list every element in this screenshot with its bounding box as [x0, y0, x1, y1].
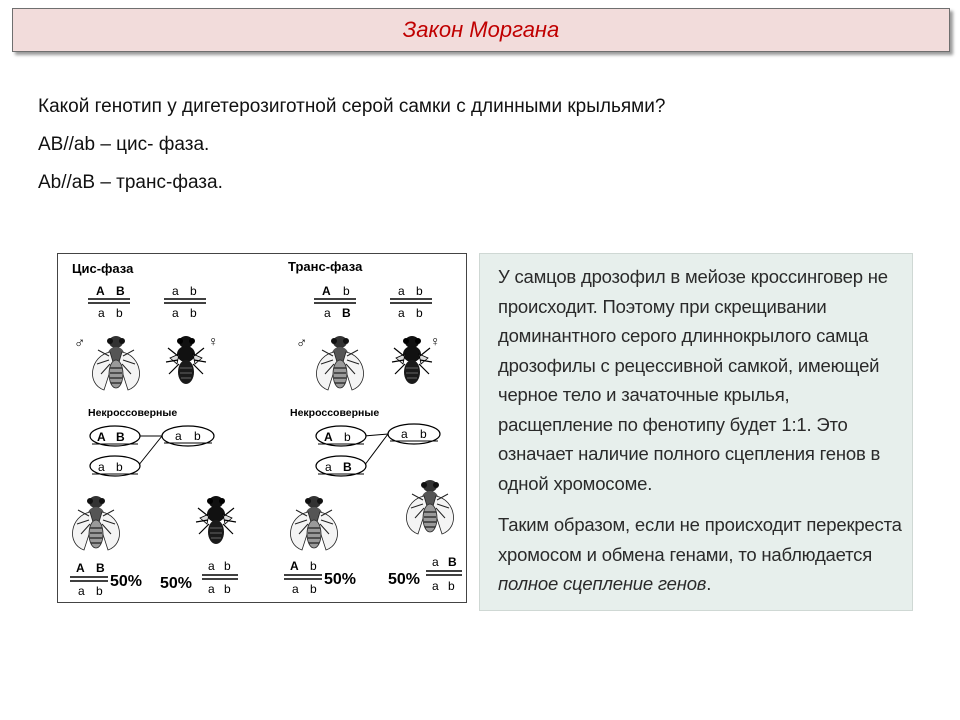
svg-text:b: b — [96, 584, 103, 598]
svg-text:A: A — [97, 430, 106, 444]
svg-text:b: b — [116, 306, 123, 320]
explanation-paragraph: У самцов дрозофил в мейозе кроссинговер не происходит. Поэтому при скрещивании доминантного серого длиннокрылого самца дрозофилы с рецессивной самкой, имеющей черное тело и зачаточные крылья, расщепление по фенотипу будет 1:1. Это означает наличие полного сцепления генов в одной хромосоме. — [498, 266, 888, 494]
svg-text:b: b — [420, 427, 427, 441]
chromosome-pair — [164, 284, 206, 320]
offspring-genotype — [388, 555, 462, 593]
svg-text:a: a — [172, 284, 179, 298]
svg-text:a: a — [401, 427, 408, 441]
chromosome-pair — [390, 284, 432, 320]
offspring-genotype — [70, 561, 142, 598]
svg-text:B: B — [448, 555, 457, 569]
svg-text:b: b — [416, 306, 423, 320]
svg-text:a: a — [398, 284, 405, 298]
cis-phase-text: AB//ab – цис- фаза. — [38, 134, 210, 155]
slide-title: Закон Моргана — [402, 17, 560, 42]
svg-text:b: b — [224, 559, 231, 573]
svg-text:a: a — [432, 555, 439, 569]
svg-text:a: a — [78, 584, 85, 598]
svg-text:A: A — [324, 430, 333, 444]
title-bar — [12, 8, 950, 52]
chromosome-pair — [314, 284, 356, 320]
female-symbol: ♀ — [430, 333, 441, 349]
svg-text:a: a — [398, 306, 405, 320]
fly-black-vestigial-wing-icon — [196, 496, 236, 544]
svg-text:B: B — [343, 460, 352, 474]
svg-text:B: B — [116, 284, 125, 298]
svg-text:a: a — [98, 306, 105, 320]
svg-text:A: A — [322, 284, 331, 298]
question-block — [38, 88, 665, 202]
svg-text:b: b — [343, 284, 350, 298]
fly-black-vestigial-wing-icon — [392, 336, 432, 384]
trans-phase-text: Ab//aB – транс-фаза. — [38, 172, 223, 193]
svg-text:b: b — [344, 430, 351, 444]
female-symbol: ♀ — [208, 333, 219, 349]
svg-text:a: a — [175, 429, 182, 443]
gamete-diagram — [90, 426, 214, 476]
conclusion-paragraph: Таким образом, если не происходит перекреста хромосом и обмена генами, то наблюдается полное сцепление генов. — [498, 514, 902, 594]
svg-text:b: b — [310, 582, 317, 596]
svg-text:b: b — [190, 284, 197, 298]
svg-text:b: b — [224, 582, 231, 596]
svg-text:b: b — [116, 460, 123, 474]
fly-grey-long-wing-icon — [317, 336, 364, 390]
fly-grey-long-wing-icon — [93, 336, 140, 390]
svg-text:a: a — [432, 579, 439, 593]
gamete-diagram — [316, 424, 440, 476]
svg-text:A: A — [290, 559, 299, 573]
svg-text:A: A — [96, 284, 105, 298]
svg-text:a: a — [172, 306, 179, 320]
fly-black-vestigial-wing-icon — [166, 336, 206, 384]
trans-phase-title: Транс-фаза — [288, 259, 363, 274]
fly-grey-long-wing-icon — [73, 496, 120, 550]
percent-label: 50% — [324, 571, 357, 588]
cis-phase-title: Цис-фаза — [72, 261, 134, 276]
male-symbol: ♂ — [296, 335, 308, 352]
fly-grey-long-wing-icon — [291, 496, 338, 550]
svg-text:a: a — [325, 460, 332, 474]
svg-text:a: a — [292, 582, 299, 596]
percent-label: 50% — [388, 571, 421, 588]
svg-text:a: a — [98, 460, 105, 474]
explanation-panel — [479, 253, 913, 611]
svg-text:b: b — [194, 429, 201, 443]
crossing-diagram — [57, 253, 467, 603]
fly-grey-long-wing-icon — [407, 480, 454, 534]
svg-text:A: A — [76, 561, 85, 575]
svg-text:B: B — [342, 306, 351, 320]
svg-text:B: B — [96, 561, 105, 575]
svg-text:b: b — [310, 559, 317, 573]
offspring-genotype — [284, 559, 356, 596]
svg-text:a: a — [324, 306, 331, 320]
noncrossover-label: Некроссоверные — [88, 407, 178, 419]
chromosome-pair — [88, 284, 130, 320]
svg-text:b: b — [190, 306, 197, 320]
question-text: Какой генотип у дигетерозиготной серой самки с длинными крыльями? — [38, 96, 666, 117]
percent-label: 50% — [110, 573, 143, 590]
svg-text:b: b — [448, 579, 455, 593]
percent-label: 50% — [160, 575, 193, 592]
svg-text:a: a — [208, 582, 215, 596]
noncrossover-label: Некроссоверные — [290, 407, 380, 419]
offspring-genotype — [160, 559, 238, 596]
svg-text:a: a — [208, 559, 215, 573]
complete-linkage-term: полное сцепление генов — [498, 573, 707, 594]
male-symbol: ♂ — [74, 335, 86, 352]
svg-text:b: b — [416, 284, 423, 298]
svg-text:B: B — [116, 430, 125, 444]
